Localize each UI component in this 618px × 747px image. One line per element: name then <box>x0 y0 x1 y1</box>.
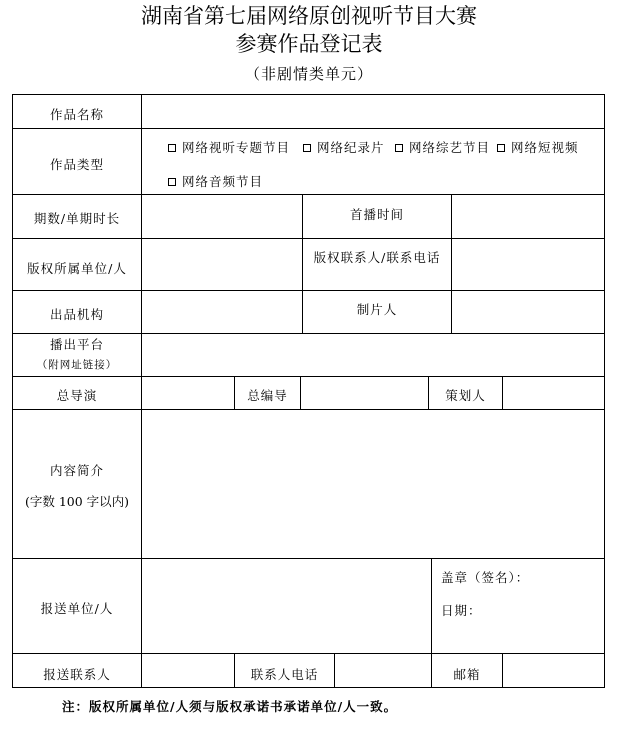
producer-org-field[interactable] <box>142 291 302 333</box>
producer-label: 制片人 <box>356 302 398 317</box>
copyright-owner-label: 版权所属单位/人 <box>27 261 127 276</box>
option-label: 网络短视频 <box>511 140 579 155</box>
checkbox[interactable] <box>168 144 176 152</box>
footer-note: 注：版权所属单位/人须与版权承诺书承诺单位/人一致。 <box>62 699 398 714</box>
intro-field[interactable] <box>142 410 604 558</box>
work-type-label: 作品类型 <box>49 157 104 172</box>
form-subtitle: 参赛作品登记表 <box>235 32 383 56</box>
type-option-short-video[interactable] <box>495 140 579 156</box>
producer-field[interactable] <box>452 291 604 333</box>
chief-editor-label: 总编导 <box>247 388 288 403</box>
chief-editor-field[interactable] <box>301 377 428 409</box>
director-label: 总导演 <box>56 388 98 403</box>
email-field[interactable] <box>503 654 604 687</box>
premiere-label: 首播时间 <box>349 207 404 222</box>
checkbox[interactable] <box>497 144 505 152</box>
submit-contact-label: 报送联系人 <box>43 667 111 682</box>
type-option-documentary[interactable] <box>301 140 385 156</box>
platform-label: 播出平台 <box>49 337 104 352</box>
option-label: 网络音频节目 <box>182 174 264 189</box>
table-line <box>12 687 605 688</box>
intro-label: 内容简介 <box>49 463 104 478</box>
table-line <box>12 128 605 129</box>
director-field[interactable] <box>142 377 234 409</box>
premiere-field[interactable] <box>452 195 604 238</box>
platform-field[interactable] <box>142 334 604 376</box>
work-name-label: 作品名称 <box>49 107 104 122</box>
date-label: 日期： <box>441 603 482 618</box>
type-option-variety[interactable] <box>393 140 490 156</box>
copyright-contact-label: 版权联系人/联系电话 <box>313 250 441 265</box>
copyright-owner-field[interactable] <box>142 239 302 290</box>
work-name-field[interactable] <box>142 95 604 128</box>
contact-phone-label: 联系人电话 <box>250 667 319 682</box>
seal-label: 盖章（签名）： <box>441 570 530 585</box>
intro-sub-label: (字数 100 字以内) <box>24 494 130 509</box>
type-option-special[interactable] <box>166 140 290 156</box>
option-label: 网络视听专题节目 <box>182 140 291 155</box>
planner-label: 策划人 <box>445 388 486 403</box>
type-option-audio[interactable] <box>166 174 263 190</box>
table-line <box>431 558 432 653</box>
form-title: 湖南省第七届网络原创视听节目大赛 <box>141 4 477 28</box>
checkbox[interactable] <box>303 144 311 152</box>
producer-org-label: 出品机构 <box>49 307 104 322</box>
checkbox[interactable] <box>168 178 176 186</box>
option-label: 网络综艺节目 <box>409 140 491 155</box>
email-label: 邮箱 <box>453 667 481 682</box>
option-label: 网络纪录片 <box>317 140 385 155</box>
table-line <box>604 94 605 688</box>
category-note: （非剧情类单元） <box>244 65 373 83</box>
planner-field[interactable] <box>503 377 604 409</box>
submitter-field[interactable] <box>142 559 431 653</box>
episodes-field[interactable] <box>142 195 302 238</box>
platform-sub-label: （附网址链接） <box>36 359 118 371</box>
episodes-label: 期数/单期时长 <box>33 211 121 226</box>
contact-phone-field[interactable] <box>335 654 431 687</box>
copyright-contact-field[interactable] <box>452 239 604 290</box>
submit-contact-field[interactable] <box>142 654 234 687</box>
submitter-label: 报送单位/人 <box>40 601 114 616</box>
checkbox[interactable] <box>395 144 403 152</box>
